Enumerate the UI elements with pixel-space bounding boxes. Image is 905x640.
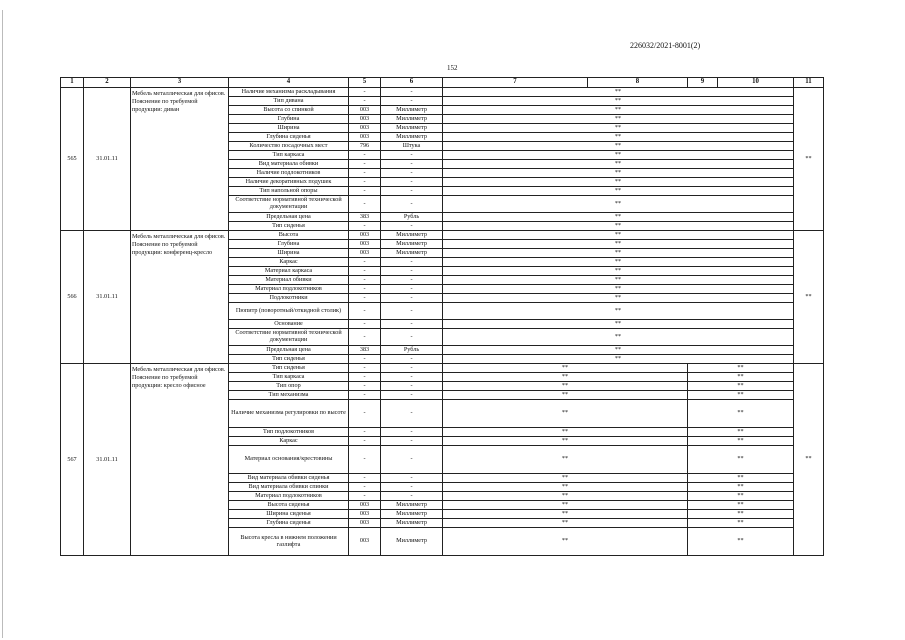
okei-code: - [349,428,381,437]
unit-name: - [381,303,443,320]
okpd-code: 31.01.11 [84,364,131,556]
okei-code: - [349,258,381,267]
characteristic-name: Соответствие нормативной технической документации [229,196,349,213]
characteristic-value: ** [443,492,688,501]
okei-code: 003 [349,528,381,556]
characteristic-name: Наличие декоративных подушек [229,178,349,187]
okei-code: - [349,373,381,382]
characteristic-value: ** [688,373,794,382]
characteristic-value: ** [443,285,794,294]
characteristic-value: ** [443,258,794,267]
unit-name: - [381,258,443,267]
unit-name: - [381,294,443,303]
item-number: 567 [61,364,84,556]
column-11-value: ** [794,231,824,364]
unit-name: - [381,276,443,285]
characteristic-name: Тип дивана [229,97,349,106]
unit-name: - [381,428,443,437]
okei-code: - [349,178,381,187]
characteristic-name: Ширина [229,249,349,258]
okei-code: - [349,320,381,329]
characteristic-value: ** [443,276,794,285]
characteristic-value: ** [688,510,794,519]
characteristic-value: ** [443,160,794,169]
okei-code: - [349,267,381,276]
characteristic-name: Глубина [229,240,349,249]
unit-name: Рубль [381,346,443,355]
column-header: 11 [794,78,824,88]
okei-code: - [349,483,381,492]
okei-code: - [349,400,381,428]
column-11-value: ** [794,88,824,231]
table-row [61,231,824,240]
characteristic-value: ** [443,106,794,115]
characteristic-value: ** [688,382,794,391]
characteristic-value: ** [443,329,794,346]
characteristic-value: ** [688,428,794,437]
column-header: 5 [349,78,381,88]
characteristic-value: ** [443,267,794,276]
page-number: 152 [447,64,458,72]
characteristic-name: Тип подлокотников [229,428,349,437]
characteristic-name: Материал обивки [229,276,349,285]
okei-code: - [349,303,381,320]
characteristic-name: Высота со спинкой [229,106,349,115]
okei-code: 003 [349,124,381,133]
characteristic-value: ** [443,320,794,329]
characteristic-name: Материал подлокотников [229,492,349,501]
characteristic-name: Тип каркаса [229,373,349,382]
unit-name: - [381,178,443,187]
characteristic-name: Высота сиденья [229,501,349,510]
unit-name: - [381,400,443,428]
characteristic-value: ** [443,97,794,106]
characteristic-name: Глубина сиденья [229,133,349,142]
unit-name: - [381,373,443,382]
unit-name: - [381,355,443,364]
characteristic-name: Наличие механизма раскладывания [229,88,349,97]
characteristic-value: ** [443,222,794,231]
unit-name: - [381,474,443,483]
unit-name: - [381,492,443,501]
characteristic-name: Предельная цена [229,346,349,355]
unit-name: Штука [381,142,443,151]
okei-code: - [349,285,381,294]
column-header: 6 [381,78,443,88]
unit-name: - [381,320,443,329]
unit-name: - [381,267,443,276]
characteristic-value: ** [688,391,794,400]
characteristic-value: ** [443,474,688,483]
characteristic-name: Материал каркаса [229,267,349,276]
characteristic-name: Высота [229,231,349,240]
column-header: 8 [588,78,688,88]
unit-name: Миллиметр [381,528,443,556]
unit-name: - [381,285,443,294]
okei-code: - [349,222,381,231]
characteristic-value: ** [443,169,794,178]
characteristic-value: ** [443,501,688,510]
characteristic-value: ** [443,187,794,196]
okpd-code: 31.01.11 [84,231,131,364]
okei-code: - [349,492,381,501]
okei-code: - [349,294,381,303]
okei-code: - [349,169,381,178]
characteristic-name: Материал подлокотников [229,285,349,294]
characteristic-name: Материал основания/крестовины [229,446,349,474]
item-name: Мебель металлическая для офисов. Пояснение по требуемой продукции: конференц-кресло [131,231,229,364]
okpd-code: 31.01.11 [84,88,131,231]
okei-code: - [349,329,381,346]
okei-code: 003 [349,106,381,115]
characteristic-name: Глубина [229,115,349,124]
characteristic-name: Пюпитр (поворотный/откидной столик) [229,303,349,320]
unit-name: Миллиметр [381,240,443,249]
characteristic-value: ** [443,294,794,303]
characteristic-value: ** [443,391,688,400]
characteristic-value: ** [443,240,794,249]
characteristic-value: ** [443,446,688,474]
characteristic-value: ** [443,428,688,437]
characteristic-value: ** [688,519,794,528]
page-edge-rule [2,10,3,638]
unit-name: Рубль [381,213,443,222]
unit-name: - [381,97,443,106]
okei-code: 383 [349,213,381,222]
okei-code: - [349,382,381,391]
okei-code: 383 [349,346,381,355]
column-header: 2 [84,78,131,88]
characteristic-value: ** [688,492,794,501]
okei-code: - [349,364,381,373]
characteristic-name: Тип каркаса [229,151,349,160]
characteristic-value: ** [688,528,794,556]
characteristic-value: ** [443,115,794,124]
characteristic-name: Тип сиденья [229,355,349,364]
characteristic-value: ** [443,124,794,133]
characteristic-name: Вид материала обивки сиденья [229,474,349,483]
column-header: 4 [229,78,349,88]
characteristics-table [60,77,824,556]
characteristic-name: Тип сиденья [229,364,349,373]
unit-name: - [381,364,443,373]
characteristic-name: Ширина [229,124,349,133]
characteristic-value: ** [443,400,688,428]
document-number: 226032/2021-8001(2) [630,41,701,50]
okei-code: 003 [349,231,381,240]
characteristic-name: Глубина сиденья [229,519,349,528]
unit-name: Миллиметр [381,115,443,124]
okei-code: - [349,474,381,483]
characteristic-name: Соответствие нормативной технической документации [229,329,349,346]
unit-name: - [381,151,443,160]
unit-name: Миллиметр [381,231,443,240]
characteristic-value: ** [443,483,688,492]
column-11-value: ** [794,364,824,556]
unit-name: Миллиметр [381,510,443,519]
item-name: Мебель металлическая для офисов. Пояснение по требуемой продукции: кресло офисное [131,364,229,556]
characteristic-name: Подлокотники [229,294,349,303]
table-row [61,88,824,97]
characteristic-value: ** [443,213,794,222]
okei-code: - [349,88,381,97]
unit-name: Миллиметр [381,249,443,258]
characteristic-name: Предельная цена [229,213,349,222]
okei-code: - [349,187,381,196]
unit-name: - [381,437,443,446]
unit-name: - [381,187,443,196]
characteristic-value: ** [443,133,794,142]
characteristic-value: ** [443,528,688,556]
characteristic-value: ** [443,178,794,187]
header-row [61,78,824,88]
characteristic-value: ** [443,231,794,240]
characteristic-name: Тип напольной опоры [229,187,349,196]
okei-code: - [349,151,381,160]
unit-name: - [381,222,443,231]
unit-name: - [381,160,443,169]
characteristic-value: ** [443,382,688,391]
column-header: 9 [688,78,718,88]
okei-code: 003 [349,501,381,510]
characteristic-name: Основание [229,320,349,329]
item-number: 565 [61,88,84,231]
characteristic-value: ** [443,142,794,151]
unit-name: Миллиметр [381,519,443,528]
okei-code: 003 [349,240,381,249]
okei-code: - [349,437,381,446]
characteristic-value: ** [688,483,794,492]
characteristic-name: Наличие подлокотников [229,169,349,178]
unit-name: - [381,483,443,492]
column-header: 3 [131,78,229,88]
column-header: 7 [443,78,588,88]
okei-code: 003 [349,133,381,142]
okei-code: 003 [349,115,381,124]
item-name: Мебель металлическая для офисов. Пояснение по требуемой продукции: диван [131,88,229,231]
okei-code: 003 [349,249,381,258]
characteristic-name: Каркас [229,258,349,267]
characteristic-name: Вид материала обивки [229,160,349,169]
characteristic-value: ** [443,346,794,355]
unit-name: Миллиметр [381,124,443,133]
characteristic-value: ** [688,437,794,446]
column-header: 10 [718,78,794,88]
unit-name: - [381,329,443,346]
unit-name: - [381,391,443,400]
unit-name: Миллиметр [381,501,443,510]
characteristic-name: Наличие механизма регулировки по высоте [229,400,349,428]
table-row [61,364,824,373]
item-number: 566 [61,231,84,364]
okei-code: - [349,446,381,474]
characteristic-value: ** [443,437,688,446]
okei-code: - [349,355,381,364]
characteristic-value: ** [443,364,688,373]
characteristic-value: ** [688,501,794,510]
characteristic-value: ** [443,151,794,160]
characteristic-name: Ширина сиденья [229,510,349,519]
characteristic-name: Количество посадочных мест [229,142,349,151]
characteristic-name: Каркас [229,437,349,446]
unit-name: - [381,382,443,391]
characteristic-value: ** [688,364,794,373]
characteristic-value: ** [443,303,794,320]
characteristic-value: ** [443,373,688,382]
characteristic-value: ** [688,400,794,428]
characteristic-value: ** [443,249,794,258]
unit-name: Миллиметр [381,133,443,142]
characteristic-name: Вид материала обивки спинки [229,483,349,492]
characteristic-value: ** [443,88,794,97]
okei-code: - [349,160,381,169]
okei-code: - [349,97,381,106]
characteristic-value: ** [443,519,688,528]
characteristic-value: ** [443,196,794,213]
unit-name: Миллиметр [381,106,443,115]
okei-code: 003 [349,510,381,519]
unit-name: - [381,196,443,213]
characteristic-value: ** [443,510,688,519]
unit-name: - [381,446,443,474]
okei-code: - [349,391,381,400]
characteristic-name: Тип механизма [229,391,349,400]
unit-name: - [381,169,443,178]
characteristic-name: Высота кресла в нижнем положении газлифта [229,528,349,556]
characteristic-name: Тип сиденья [229,222,349,231]
okei-code: - [349,196,381,213]
characteristic-value: ** [688,474,794,483]
okei-code: - [349,276,381,285]
okei-code: 003 [349,519,381,528]
okei-code: 796 [349,142,381,151]
unit-name: - [381,88,443,97]
characteristic-name: Тип опор [229,382,349,391]
characteristic-value: ** [443,355,794,364]
column-header: 1 [61,78,84,88]
characteristic-value: ** [688,446,794,474]
